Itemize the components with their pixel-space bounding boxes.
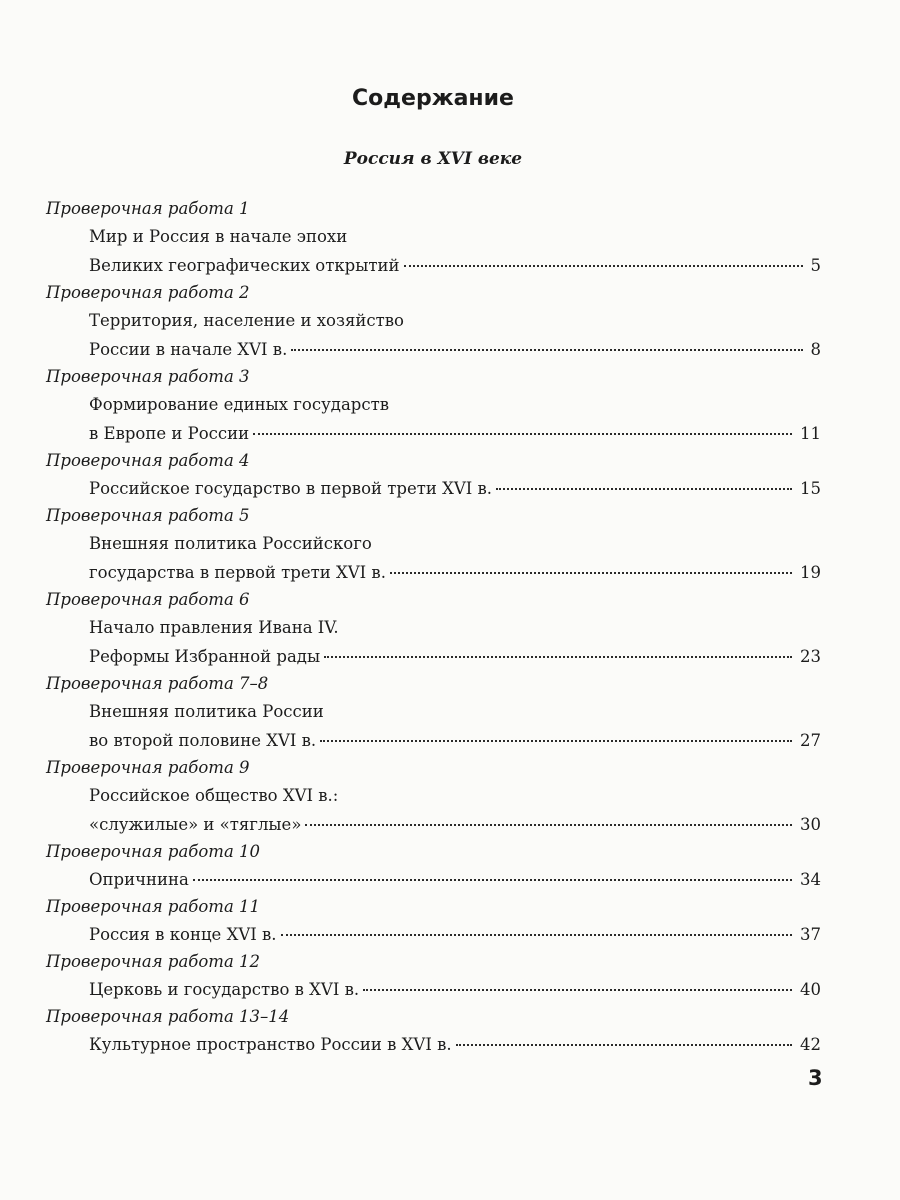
toc-entry-title-row	[89, 335, 821, 364]
dot-leader	[390, 572, 792, 574]
toc-entry	[0, 503, 900, 587]
toc-entry-page-number: 27	[800, 731, 821, 750]
toc-entry-label: Проверочная работа 4	[46, 451, 250, 470]
toc-entry-title-line: государства в первой трети XVI в.	[89, 563, 386, 582]
toc-entry	[0, 448, 900, 503]
toc-entry	[0, 196, 900, 280]
toc-entry-page-number: 30	[800, 815, 821, 834]
toc-entry-title-row	[89, 558, 821, 587]
toc-entry-title-line: Начало правления Ивана IV.	[89, 618, 339, 637]
toc-entry-title-line: Внешняя политика России	[89, 702, 324, 721]
toc-entry-title-row	[89, 474, 821, 503]
toc-entry-title-line: Великих географических открытий	[89, 256, 400, 275]
toc-entry-label: Проверочная работа 2	[46, 283, 250, 302]
toc-entry-title-line: Российское государство в первой трети XVI в.	[89, 479, 493, 498]
toc-entry	[0, 587, 900, 671]
toc-entry	[0, 894, 900, 949]
toc-entry-title-row	[89, 1030, 821, 1059]
toc-entry	[0, 839, 900, 894]
toc-entry-page-number: 8	[810, 340, 821, 359]
toc-entry-page-number: 15	[800, 479, 821, 498]
toc-entry-title-line: Внешняя политика Российского	[89, 534, 372, 553]
toc-entry-title-row	[89, 726, 821, 755]
dot-leader	[253, 433, 792, 435]
toc-entry-page-number: 37	[800, 925, 821, 944]
dot-leader	[496, 488, 792, 490]
toc-entry-page-number: 42	[800, 1035, 821, 1054]
toc-entry-label: Проверочная работа 13–14	[46, 1007, 290, 1026]
toc-entry-title-row	[89, 642, 821, 671]
dot-leader	[305, 824, 792, 826]
toc-entry-title-row	[89, 810, 821, 839]
toc-entry-label: Проверочная работа 6	[46, 590, 250, 609]
toc-entry	[0, 280, 900, 364]
toc-entry-title-line: Формирование единых государств	[89, 395, 389, 414]
dot-leader	[324, 656, 792, 658]
toc-entry-page-number: 34	[800, 870, 821, 889]
toc-entry-label: Проверочная работа 9	[46, 758, 250, 777]
toc-entry-title-line: Российское общество XVI в.:	[89, 786, 339, 805]
dot-leader	[193, 879, 792, 881]
toc-entry-label: Проверочная работа 7–8	[46, 674, 269, 693]
toc-entry	[0, 364, 900, 448]
toc-entry-page-number: 11	[800, 424, 821, 443]
toc-entry-page-number: 5	[810, 256, 821, 275]
toc-entry-title-line: Церковь и государство в XVI в.	[89, 980, 360, 999]
toc-entry-title-line: Культурное пространство России в XVI в.	[89, 1035, 452, 1054]
toc-entry-title-row	[89, 975, 821, 1004]
toc-entry-title-line: Мир и Россия в начале эпохи	[89, 227, 348, 246]
page-title: Содержание	[352, 86, 514, 111]
toc-entry-page-number: 19	[800, 563, 821, 582]
toc-entry-page-number: 23	[800, 647, 821, 666]
toc-entry-title-line: во второй половине XVI в.	[89, 731, 317, 750]
dot-leader	[456, 1044, 792, 1046]
toc-entry-title-line: в Европе и России	[89, 424, 250, 443]
toc-entry	[0, 755, 900, 839]
page-number: 3	[808, 1066, 823, 1090]
dot-leader	[281, 934, 792, 936]
toc-entry-title-line: «служилые» и «тяглые»	[89, 815, 302, 834]
toc-entry-label: Проверочная работа 11	[46, 897, 261, 916]
toc-entry	[0, 671, 900, 755]
toc-entry-title-row	[89, 920, 821, 949]
toc-entry-title-line: Территория, население и хозяйство	[89, 311, 404, 330]
toc-entry-title-line: России в начале XVI в.	[89, 340, 288, 359]
dot-leader	[363, 989, 792, 991]
toc-entry	[0, 1004, 900, 1059]
toc-entry-label: Проверочная работа 12	[46, 952, 261, 971]
toc-entry-label: Проверочная работа 3	[46, 367, 250, 386]
toc-entry-label: Проверочная работа 5	[46, 506, 250, 525]
table-of-contents	[0, 196, 900, 1059]
toc-entry	[0, 949, 900, 1004]
section-title: Россия в XVI веке	[343, 149, 523, 169]
toc-entry-title-row	[89, 865, 821, 894]
dot-leader	[320, 740, 792, 742]
toc-entry-title-line: Реформы Избранной рады	[89, 647, 321, 666]
toc-entry-page-number: 40	[800, 980, 821, 999]
dot-leader	[291, 349, 802, 351]
dot-leader	[404, 265, 803, 267]
toc-entry-title-row	[89, 251, 821, 280]
toc-entry-title-line: Россия в конце XVI в.	[89, 925, 277, 944]
toc-entry-title-row	[89, 419, 821, 448]
toc-entry-label: Проверочная работа 10	[46, 842, 261, 861]
toc-entry-label: Проверочная работа 1	[46, 199, 250, 218]
toc-entry-title-line: Опричнина	[89, 870, 189, 889]
